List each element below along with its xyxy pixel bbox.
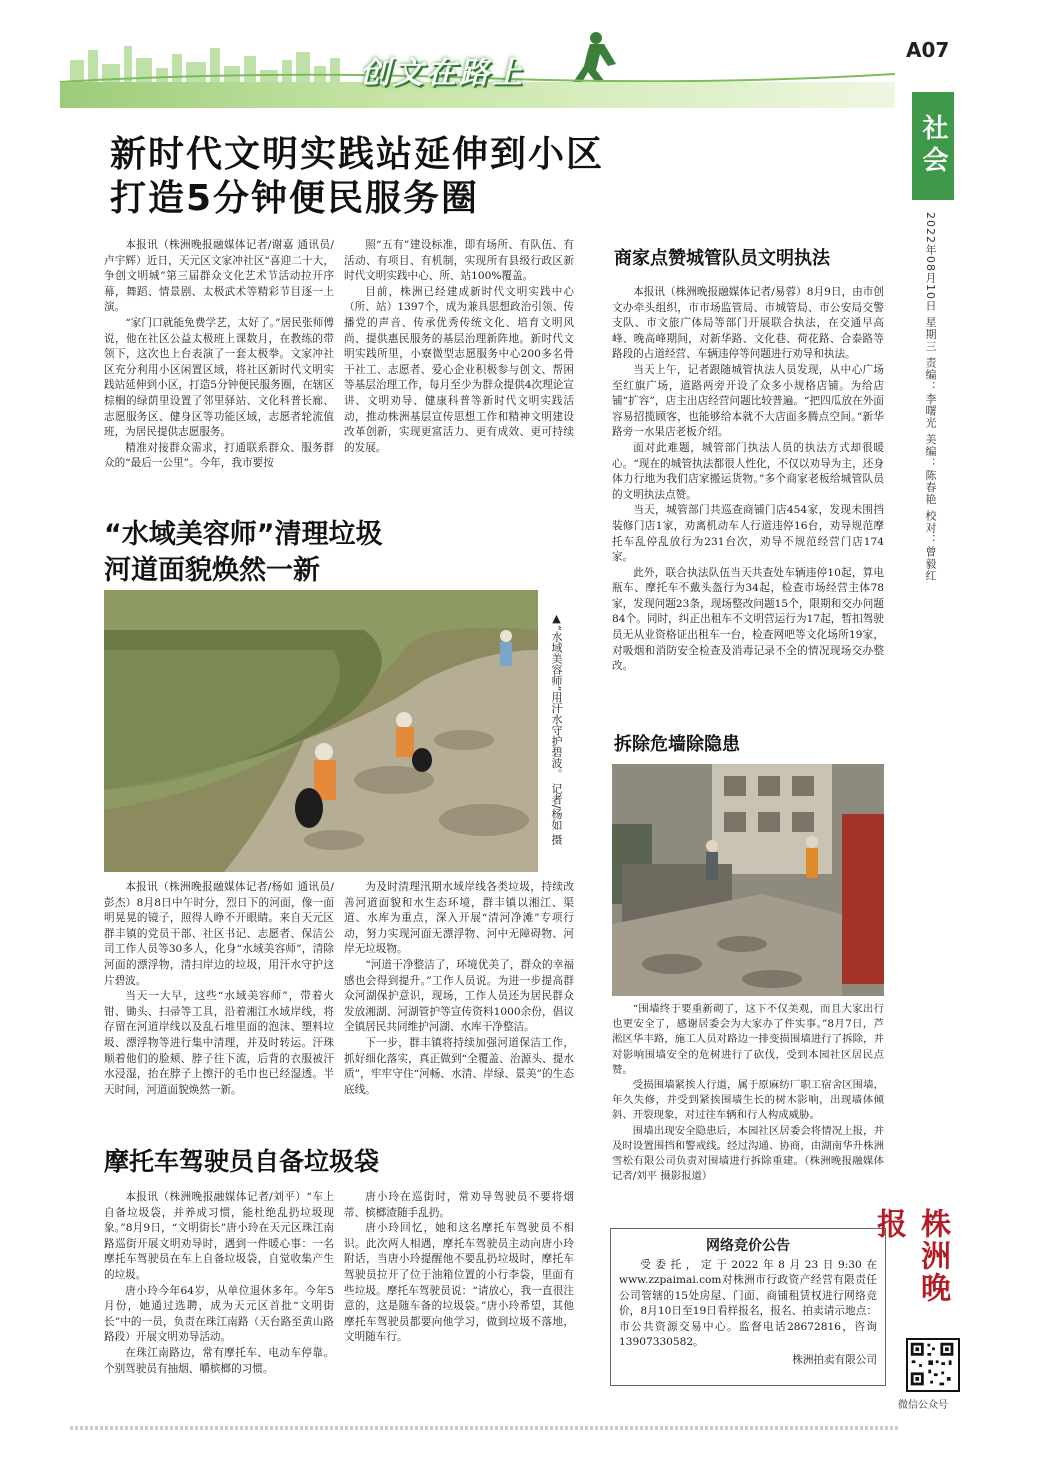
paragraph: 本报讯（株洲晚报融媒体记者/刘平）“车上自备垃圾袋，并养成习惯，能杜绝乱扔垃圾现象。”8月9日，“文明街长”唐小玲在天元区珠江南路巡街开展文明劝导时，遇到一件暖心事：一名摩托车驾驶员在车上自备垃圾袋，自觉收集产生的垃圾。 xyxy=(104,1191,334,1281)
paragraph: 唐小玲今年64岁，从单位退休多年。今年5月份，她通过选聘，成为天元区首批“文明街长”中的一员，负责在珠江南路（天台路至黄山路路段）开展文明劝导活动。 xyxy=(104,1284,334,1344)
paragraph: “河道干净整洁了，环境优美了，群众的幸福感也会得到提升。”工作人员说。为进一步提高群众河湖保护意识，现场，工作人员还为居民群众发放湘湖、河湖管护等宣传资料1000余份，倡议全镇居民共同维护河湖、水库干净整洁。 xyxy=(344,958,574,1034)
paragraph: 此外，联合执法队伍当天共查处车辆违停10起，算电瓶车、摩托车不戴头盔行为34起，检查市场经营主体78家，发现问题23条，现场整改问题15个，限期和交办问题84个。同时，纠正出租车不文明营运行为17起，暂扣驾驶员无从业资格证出租车一台，检查网吧等文化场所19家，对吸烟和消防安全检查及消毒记录不全的情况现场交办整改。 xyxy=(612,566,884,673)
merchant-story-body xyxy=(612,285,884,705)
moto-story-column-2 xyxy=(344,1190,574,1402)
wall-story-body xyxy=(612,1002,884,1222)
main-story-column-1 xyxy=(104,238,334,500)
main-headline-line-2: 打造5分钟便民服务圈 xyxy=(110,178,480,219)
page-number: A07 xyxy=(906,38,950,62)
paragraph: “家门口就能免费学艺，太好了。”居民张师傅说，他在社区公益太极班上课数月，在教练的带领下，这次也上台表演了一套太极拳。文家冲社区充分利用小区闲置区域，将社区新时代文明实践站延伸到小区，打造5分钟便民服务圈，在辖区棕榈的绿荫里设置了邻里驿站、文化科普长廊、志愿服务区、健身区等功能区域，志愿者轮流值班，为居民提供志愿服务。 xyxy=(104,316,334,439)
merchant-story-headline: 商家点赞城管队员文明执法 xyxy=(614,248,830,269)
moto-story-headline: 摩托车驾驶员自备垃圾袋 xyxy=(104,1147,380,1176)
paragraph: 围墙出现安全隐患后，本园社区居委会将情况上报，并及时设置围挡和警戒线。经过沟通、协商，由湖南华升株洲雪松有限公司负责对围墙进行拆除重建。（株洲晚报融媒体记者/刘平 摄影报道） xyxy=(612,1124,884,1183)
wall-story-headline: 拆除危墙除隐患 xyxy=(614,734,740,755)
paragraph: 唐小玲回忆，她和这名摩托车驾驶员不相识。此次两人相遇，摩托车驾驶员主动向唐小玲附话，当唐小玲提醒他不要乱扔垃圾时，摩托车驾驶员拉开了位于油箱位置的小行李袋，里面有些垃圾。摩托车驾驶员说：“请放心，我一直很注意的，这是随车备的垃圾袋。”唐小玲希望，其他摩托车驾驶员都要向他学习，做到垃圾不落地，文明随车行。 xyxy=(344,1222,574,1344)
qr-code-icon[interactable] xyxy=(906,1338,960,1392)
newspaper-logo: 株洲晚报 xyxy=(871,1208,950,1304)
section-tag: 社会 xyxy=(912,92,954,200)
date-editor-line: 2022年08月10日 星期三 责编：李曙光 美编：陈春艳 校对：曾毅红 xyxy=(924,212,937,582)
paragraph: “围墙终于要重新砌了，这下不仅美观，而且大家出行也更安全了，感谢居委会为大家办了件实事。”8月7日，芦淞区华丰路，施工人员对路边一排变损围墙进行了拆除，并对影响围墙安全的危树进行了砍伐，受到本园社区居民点赞。 xyxy=(612,1003,884,1076)
main-story-column-2 xyxy=(344,238,574,500)
auction-body: 受委托，定于2022年8月23日9:30在www.zzpaimai.com对株洲市行政资产经营有限责任公司管辖的15处房屋、门面、商铺租赁权进行网络竞价，8月10日至19日看样报名，报名、拍卖请示地点：市公共资源交易中心。监督电话28672816，咨询13907330582。 xyxy=(619,1259,877,1349)
paragraph: 受损围墙紧挨人行道，属于原麻纺厂职工宿舍区围墙，年久失修，并受到紧挨围墙生长的树木影响，出现墙体倾斜、开裂现象，对过往车辆和行人构成威胁。 xyxy=(612,1079,884,1122)
water-story-headline-2: 河道面貌焕然一新 xyxy=(104,555,320,586)
main-headline-line-1: 新时代文明实践站延伸到小区 xyxy=(110,134,605,175)
paragraph: 为及时清理汛期水域岸线各类垃圾，持续改善河道面貌和水生态环境，群丰镇以湘江、渠道、水库为重点，深入开展“清河净滩”专项行动，努力实现河面无漂浮物、河中无障碍物、河岸无垃圾物。 xyxy=(344,881,574,956)
paragraph: 当天，城管部门共巡查商铺门店454家，发现未围挡装修门店1家，劝离机动车人行道违停16台，劝导规范摩托车乱停乱放行为231台次，劝导不规范经营门店174家。 xyxy=(612,504,884,564)
water-story-headline-1: “水域美容师”清理垃圾 xyxy=(104,519,383,550)
water-story-column-1 xyxy=(104,880,334,1125)
moto-story-column-1 xyxy=(104,1190,334,1402)
river-cleanup-photo xyxy=(104,590,538,872)
banner-title: 创文在路上 xyxy=(360,56,525,91)
paragraph: 唐小玲在巡街时，常劝导驾驶员不要将烟蒂、槟榔渣随手乱扔。 xyxy=(344,1191,574,1219)
paragraph: 下一步，群丰镇将持续加强河道保洁工作，抓好细化落实，真正做到“全覆盖、治源头、提水质”，牢牢守住“河畅、水清、岸绿、景美”的生态底线。 xyxy=(344,1036,574,1096)
paragraph: 在珠江南路边，常有摩托车、电动车停靠。个别驾驶员有抽烟、嚼槟榔的习惯。 xyxy=(104,1346,334,1375)
wall-demolition-illustration xyxy=(612,764,884,996)
paragraph: 目前，株洲已经建成新时代文明实践中心（所、站）1397个，成为兼具思想政治引领、传播党的声音、传承优秀传统文化、培育文明风尚、提供惠民服务的基层治理新阵地。新时代文明实践所里，小寮微型志愿服务中心200多名骨干社工、志愿者、爱心企业积极参与创文、帮困等基层治理工作，每月至少为群众提供4次理论宣讲、文明劝导、健康科普等新时代文明实践活动，推动株洲基层宣传思想工作和精神文明建设改革创新，实现更富活力、更有成效、更可持续的发展。 xyxy=(344,285,574,454)
paragraph: 当天一大早，这些“水域美容师”，带着火钳、锄头、扫帚等工具，沿着湘江水域岸线，将存留在河道岸线以及乱石堆里面的泡沫、塑料垃圾、漂浮物等进行集中清理，并及时转运。汗珠顺着他们的脸颊、脖子往下流，后背的衣服被汗水浸湿，抬在脖子上擦汗的毛巾也已经湿透。半天时间，河道面貌焕然一新。 xyxy=(104,990,334,1096)
paragraph: 本报讯（株洲晚报融媒体记者/杨如 通讯员/彭杰）8月8日中午时分，烈日下的河面，像一面明晃晃的镜子，照得人睁不开眼睛。来自天元区群丰镇的党员干部、社区书记、志愿者、保洁公司工作人员等30多人，化身“水域美容师”，清除河面的漂浮物，清扫岸边的垃圾，用汗水守护这片碧波。 xyxy=(104,881,334,987)
auction-notice xyxy=(610,1228,886,1386)
paragraph: 照“五有”建设标准，即有场所、有队伍、有活动、有项目、有机制，实现所有县级行政区新时代文明实践中心、所、站100%覆盖。 xyxy=(344,239,574,283)
paragraph: 本报讯（株洲晚报融媒体记者/谢嘉 通讯员/卢宇辉）近日，天元区文家冲社区“喜迎二十大，争创文明城”第三届群众文化艺术节活动拉开序幕，舞蹈、情景剧、太极武术等精彩节目逐一上演。 xyxy=(104,239,334,314)
paragraph: 精准对接群众需求，打通联系群众、服务群众的“最后一公里”。今年，我市要按 xyxy=(104,441,334,470)
water-story-column-2 xyxy=(344,880,574,1125)
auction-title: 网络竞价公告 xyxy=(706,1238,790,1254)
bottom-divider xyxy=(70,1426,900,1430)
river-cleanup-illustration xyxy=(104,590,538,872)
qr-caption: 微信公众号 xyxy=(898,1400,948,1411)
wall-demolition-photo xyxy=(612,764,884,996)
photo-caption: ▲“水域美容师”用汗水守护碧波。 记者/杨如 摄 xyxy=(550,612,563,845)
page-banner xyxy=(60,30,895,120)
paragraph: 当天上午，记者跟随城管执法人员发现，从中心广场至红旗广场，道路两旁开设了众多小规格店铺。为给店铺“扩容”，店主出店经营问题比较普遍。“把四瓜放在外面容易招揽顾客，也能够给本就不大店面多腾点空间。”新华路旁一水果店老板介绍。 xyxy=(612,363,884,439)
paragraph: 面对此难题，城管部门执法人员的执法方式却很暖心。“现在的城管执法都很人性化，不仅以劝导为主，还身体力行地为我们店家搬运货物。”多个商家老板给城管队员的文明执法点赞。 xyxy=(612,441,884,501)
auction-signature: 株洲拍卖有限公司 xyxy=(792,1354,877,1367)
paragraph: 本报讯（株洲晚报融媒体记者/易蓉）8月9日，由市创文办牵头组织，市市场监管局、市城管局、市公安局交警支队、市文旅广体局等部门开展联合执法，在交通早高峰、晚高峰期间，对新华路、文化巷、荷花路、合泰路等路段的占道经营、车辆违停等问题进行劝导和执法。 xyxy=(612,286,884,361)
